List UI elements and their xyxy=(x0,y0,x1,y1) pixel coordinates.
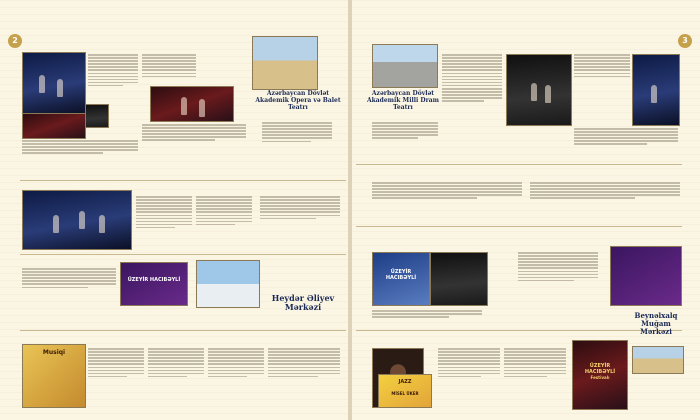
poster-image xyxy=(378,374,432,408)
divider xyxy=(356,164,682,165)
divider xyxy=(20,254,346,255)
article-text xyxy=(22,140,138,155)
stage-photo xyxy=(22,113,86,139)
schedule-text xyxy=(372,122,438,141)
article-text xyxy=(88,348,144,379)
article-text xyxy=(504,348,566,379)
opera-building-photo xyxy=(252,36,318,90)
article-text xyxy=(148,348,204,379)
concert-photo xyxy=(430,252,488,306)
poster-image xyxy=(22,344,86,408)
gutter xyxy=(348,0,352,420)
poster-text: ÜZEYİR HACIBƏYLİ xyxy=(127,277,181,283)
building-photo xyxy=(632,346,684,374)
drama-theatre-title: Azərbaycan Dövlət Akademik Milli Dram Teatrı xyxy=(366,90,440,111)
page-number-left: 2 xyxy=(8,34,22,48)
poster-image xyxy=(610,246,682,306)
mugham-centre-title: Beynəlxalq Muğam Mərkəzi xyxy=(634,311,678,336)
article-text xyxy=(438,348,500,379)
article-text xyxy=(142,124,246,143)
article-text xyxy=(518,252,598,283)
article-text xyxy=(268,348,340,379)
article-text xyxy=(196,196,252,227)
poster-image xyxy=(120,262,188,306)
poster-sub: Festivalı xyxy=(590,375,610,380)
stage-photo xyxy=(150,86,234,122)
poster-title: ÜZEYİR HACIBƏYLİ xyxy=(584,363,616,375)
stage-photo xyxy=(632,54,680,126)
article-text xyxy=(530,182,680,201)
article-text xyxy=(208,348,264,379)
article-text xyxy=(260,196,340,221)
divider xyxy=(20,180,346,181)
stage-photo xyxy=(506,54,572,126)
page-number-right: 3 xyxy=(678,34,692,48)
building-photo xyxy=(196,260,260,308)
article-text xyxy=(574,128,678,147)
divider xyxy=(356,226,682,227)
article-text xyxy=(88,54,138,88)
article-text xyxy=(22,268,116,290)
poster-image xyxy=(372,252,430,306)
article-text xyxy=(574,54,630,79)
poster-text: ÜZEYİR HACIBƏYLİ xyxy=(385,269,417,281)
drama-building-photo xyxy=(372,44,438,88)
divider xyxy=(20,330,346,331)
poster-text: JAZZ xyxy=(398,379,412,385)
stage-photo xyxy=(22,190,132,250)
article-text xyxy=(442,54,502,104)
stage-photo xyxy=(85,104,109,128)
centre-title: Heydər Əliyev Mərkəzi xyxy=(271,293,335,312)
article-text xyxy=(136,196,192,230)
poster-text: MİSEL ÜKER xyxy=(391,391,419,396)
opera-theatre-title: Azərbaycan Dövlət Akademik Opera və Balet Teatrı xyxy=(255,90,341,111)
poster-image xyxy=(572,340,628,410)
article-text xyxy=(142,54,196,79)
poster-text: Musiqi xyxy=(42,349,66,356)
schedule-text xyxy=(262,122,332,144)
article-text xyxy=(372,182,522,201)
article-text xyxy=(372,310,482,319)
stage-photo xyxy=(22,52,86,114)
